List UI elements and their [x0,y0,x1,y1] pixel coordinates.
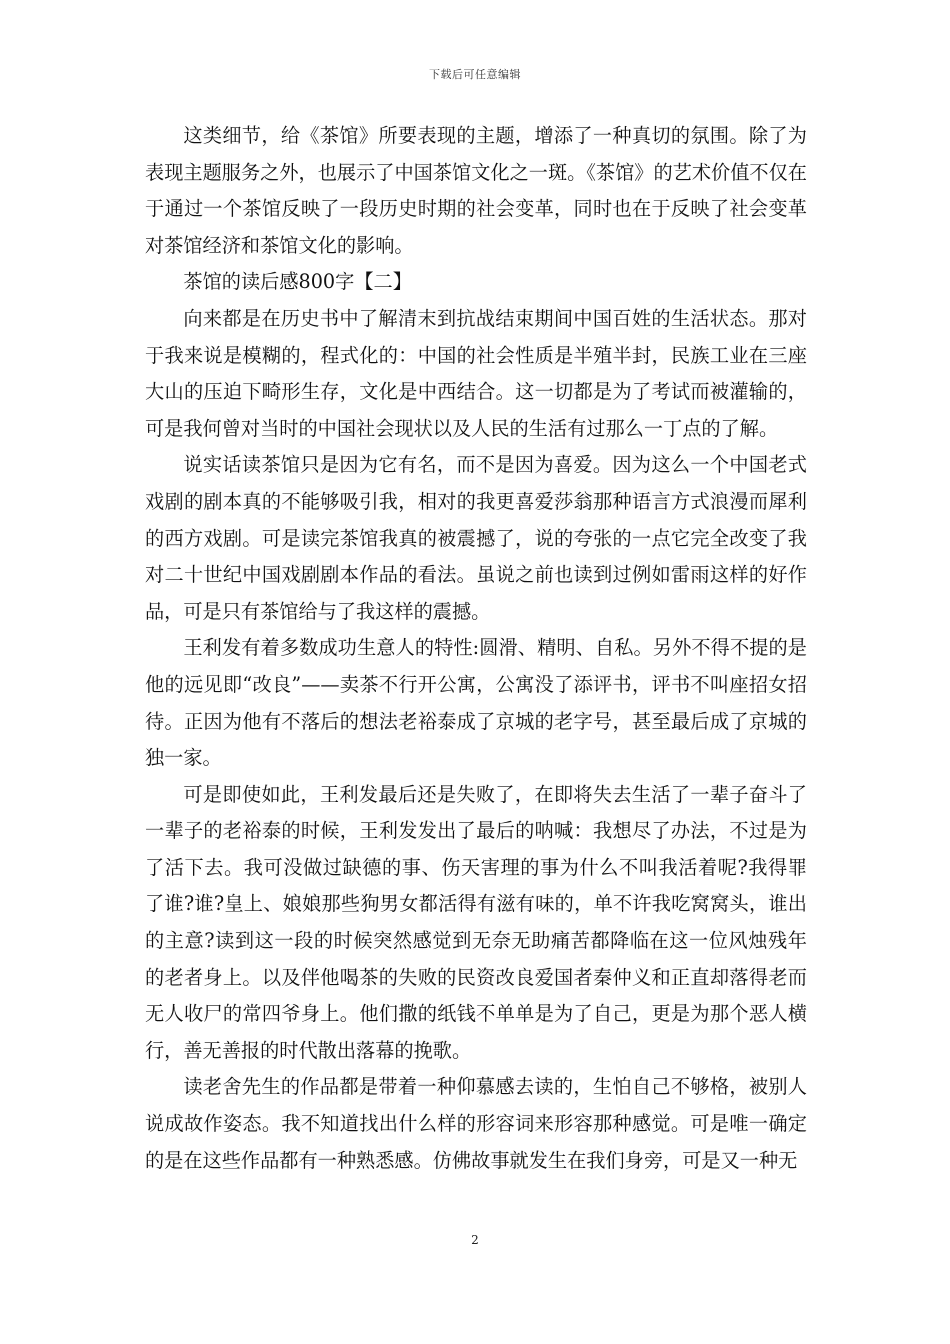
paragraph-intro-continuation: 这类细节，给《茶馆》所要表现的主题，增添了一种真切的氛围。除了为表现主题服务之外，也展示了中国茶馆文化之一斑。《茶馆》的艺术价值不仅在于通过一个茶馆反映了一段历史时期的社会变革，同时也在于反映了社会变革对茶馆经济和茶馆文化的影响。 [145,124,807,257]
paragraph-history-context: 向来都是在历史书中了解清末到抗战结束期间中国百姓的生活状态。那对于我来说是模糊的，程式化的：中国的社会性质是半殖半封，民族工业在三座大山的压迫下畸形生存，文化是中西结合。这一切都是为了考试而被灌输的，可是我何曾对当时的中国社会现状以及人民的生活有过那么一丁点的了解。 [145,306,807,440]
paragraph-reading-impression: 说实话读茶馆只是因为它有名，而不是因为喜爱。因为这么一个中国老式戏剧的剧本真的不能够吸引我，相对的我更喜爱莎翁那种语言方式浪漫而犀利的西方戏剧。可是读完茶馆我真的被震撼了，说的夸张的一点它完全改变了我对二十世纪中国戏剧剧本作品的看法。虽说之前也读到过例如雷雨这样的好作品，可是只有茶馆给与了我这样的震撼。 [145,453,807,623]
paragraph-wang-lifa-traits: 王利发有着多数成功生意人的特性:圆滑、精明、自私。另外不得不提的是他的远见即“改良”——卖茶不行开公寓，公寓没了添评书，评书不叫座招女招待。正因为他有不落后的想法老裕泰成了京城的老字号，甚至最后成了京城的独一家。 [145,636,807,770]
page-header: 下载后可任意编辑 [429,68,521,81]
paragraph-wang-lifa-failure: 可是即使如此，王利发最后还是失败了，在即将失去生活了一辈子奋斗了一辈子的老裕泰的时候，王利发发出了最后的呐喊：我想尽了办法，不过是为了活下去。我可没做过缺德的事、伤天害理的事为什么不叫我活着呢?我得罪了谁?谁?皇上、娘娘那些狗男女都活得有滋有味的，单不许我吃窝窝头，谁出的主意?读到这一段的时候突然感觉到无奈无助痛苦都降临在这一位风烛残年的老者身上。以及伴他喝茶的失败的民资改良爱国者秦仲义和正直却落得老而无人收尸的常四爷身上。他们撒的纸钱不单单是为了自己，更是为那个恶人横行，善无善报的时代散出落幕的挽歌。 [145,782,807,1062]
paragraph-lao-she-works: 读老舍先生的作品都是带着一种仰慕感去读的，生怕自己不够格，被别人说成故作姿态。我不知道找出什么样的形容词来形容那种感觉。可是唯一确定的是在这些作品都有一种熟悉感。仿佛故事就发生在我们身旁，可是又一种无 [145,1075,807,1172]
page-number: 2 [471,1233,479,1247]
document-body [145,118,807,1179]
section-heading: 茶馆的读后感800字【二】 [183,270,412,294]
